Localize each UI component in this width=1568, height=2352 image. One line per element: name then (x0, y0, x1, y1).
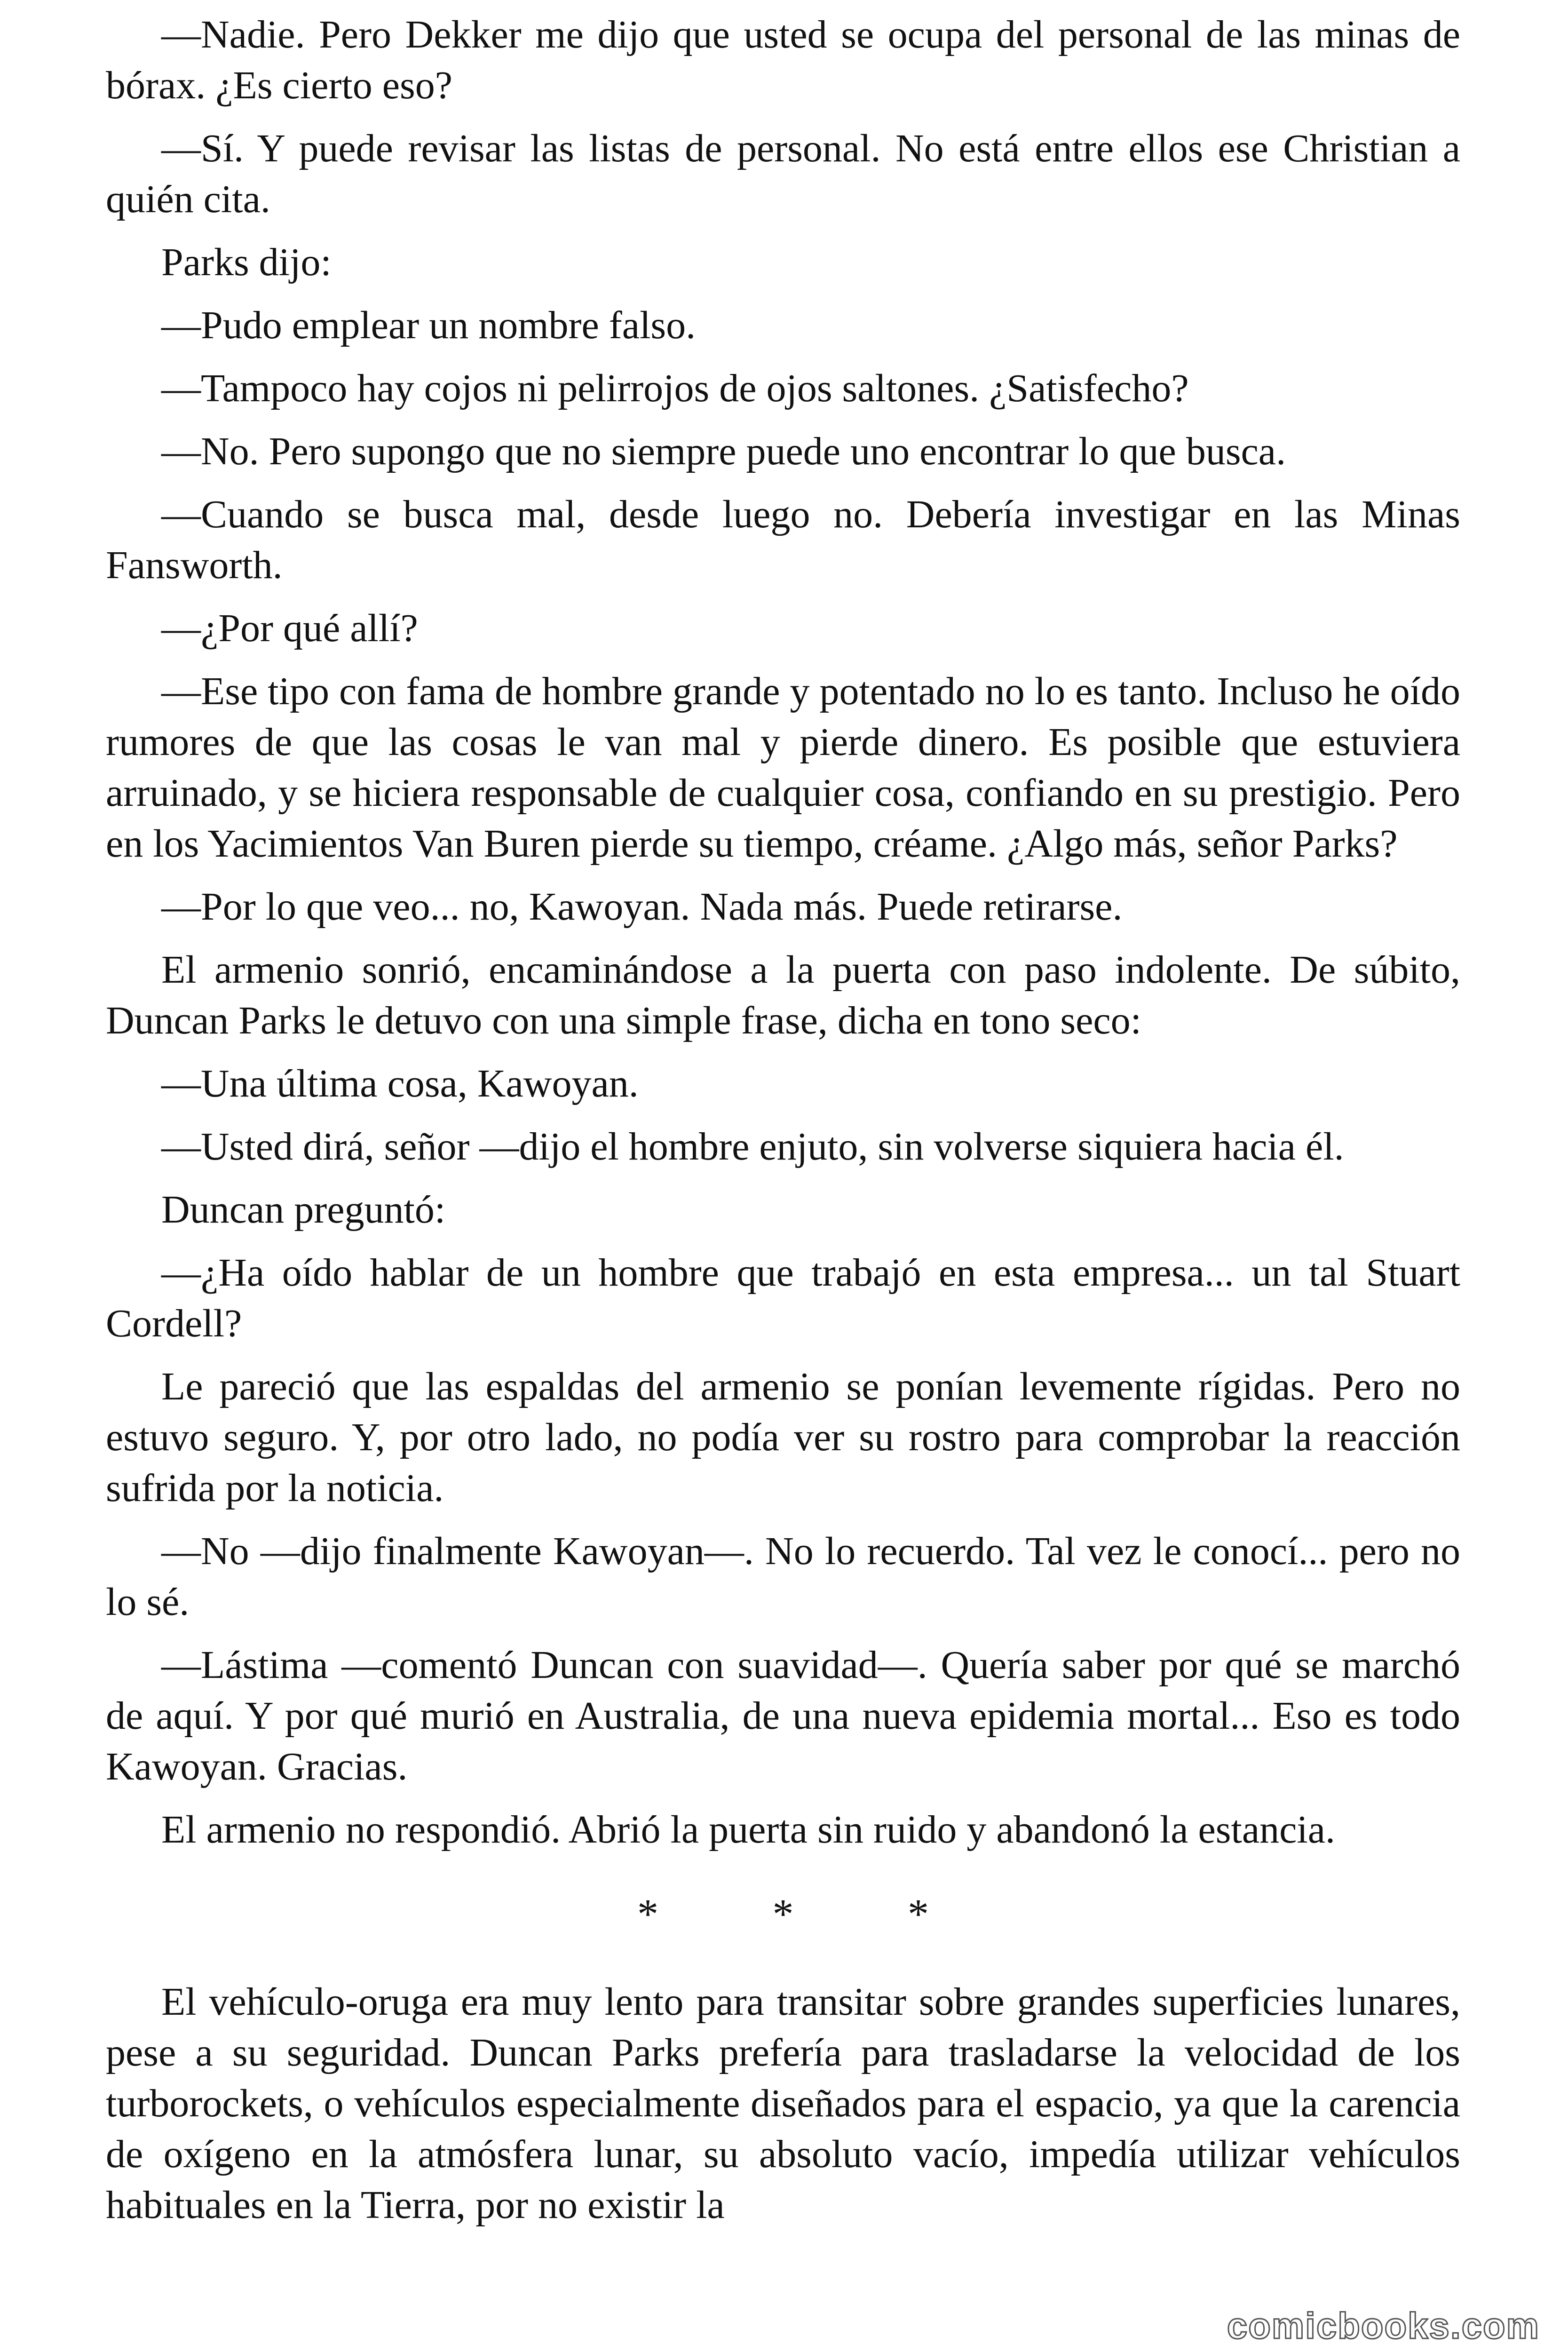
paragraph: —¿Ha oído hablar de un hombre que trabajó en esta empresa... un tal Stuart Cordell? (106, 1251, 1460, 1345)
paragraph: El armenio sonrió, encaminándose a la puerta con paso indolente. De súbito, Duncan Parks le detuvo con una simple frase, dicha en tono seco: (106, 948, 1460, 1042)
paragraph: —¿Por qué allí? (161, 606, 418, 650)
paragraph: Le pareció que las espaldas del armenio se ponían levemente rígidas. Pero no estuvo seguro. Y, por otro lado, no podía ver su rostro para comprobar la reacción sufrida por la noticia. (106, 1365, 1460, 1510)
paragraph: El armenio no respondió. Abrió la puerta sin ruido y abandonó la estancia. (161, 1808, 1336, 1851)
paragraph: —Lástima —comentó Duncan con suavidad—. Quería saber por qué se marchó de aquí. Y por qué murió en Australia, de una nueva epidemia mortal... Eso es todo Kawoyan. Gracias. (106, 1643, 1460, 1788)
watermark: comicbooks.com (1227, 2305, 1540, 2346)
paragraph: —Ese tipo con fama de hombre grande y potentado no lo es tanto. Incluso he oído rumores de que las cosas le van mal y pierde dinero. Es posible que estuviera arruinado, y se hiciera responsable de cualquier cosa, confiando en su prestigio. Pero en los Yacimientos Van Buren pierde su tiempo, créame. ¿Algo más, señor Parks? (106, 669, 1460, 866)
paragraph: —Una última cosa, Kawoyan. (161, 1062, 639, 1105)
paragraph: —Sí. Y puede revisar las listas de personal. No está entre ellos ese Christian a quién cita. (106, 127, 1460, 221)
paragraph: —Pudo emplear un nombre falso. (161, 303, 696, 347)
paragraph: —Usted dirá, señor —dijo el hombre enjuto, sin volverse siquiera hacia él. (161, 1125, 1344, 1168)
paragraph: —No. Pero supongo que no siempre puede uno encontrar lo que busca. (161, 429, 1286, 473)
paragraph: —No —dijo finalmente Kawoyan—. No lo recuerdo. Tal vez le conocí... pero no lo sé. (106, 1529, 1460, 1624)
paragraph: —Nadie. Pero Dekker me dijo que usted se ocupa del personal de las minas de bórax. ¿Es cierto eso? (106, 13, 1460, 107)
paragraph: Duncan preguntó: (161, 1188, 446, 1232)
paragraph: Parks dijo: (161, 240, 332, 284)
paragraph: El vehículo-oruga era muy lento para transitar sobre grandes superficies lunares, pese a su seguridad. Duncan Parks prefería para trasladarse la velocidad de los turborockets, o vehículos especialmente diseñados para el espacio, ya que la carencia de oxígeno en la atmósfera lunar, su absoluto vacío, impedía utilizar vehículos habituales en la Tierra, por no existir la (106, 1980, 1460, 2227)
book-page (106, 9, 1460, 2243)
paragraph: —Tampoco hay cojos ni pelirrojos de ojos saltones. ¿Satisfecho? (161, 366, 1189, 410)
paragraph: —Cuando se busca mal, desde luego no. Debería investigar en las Minas Fansworth. (106, 493, 1460, 587)
section-separator: * * * (637, 1891, 981, 1938)
paragraph: —Por lo que veo... no, Kawoyan. Nada más. Puede retirarse. (161, 885, 1123, 929)
